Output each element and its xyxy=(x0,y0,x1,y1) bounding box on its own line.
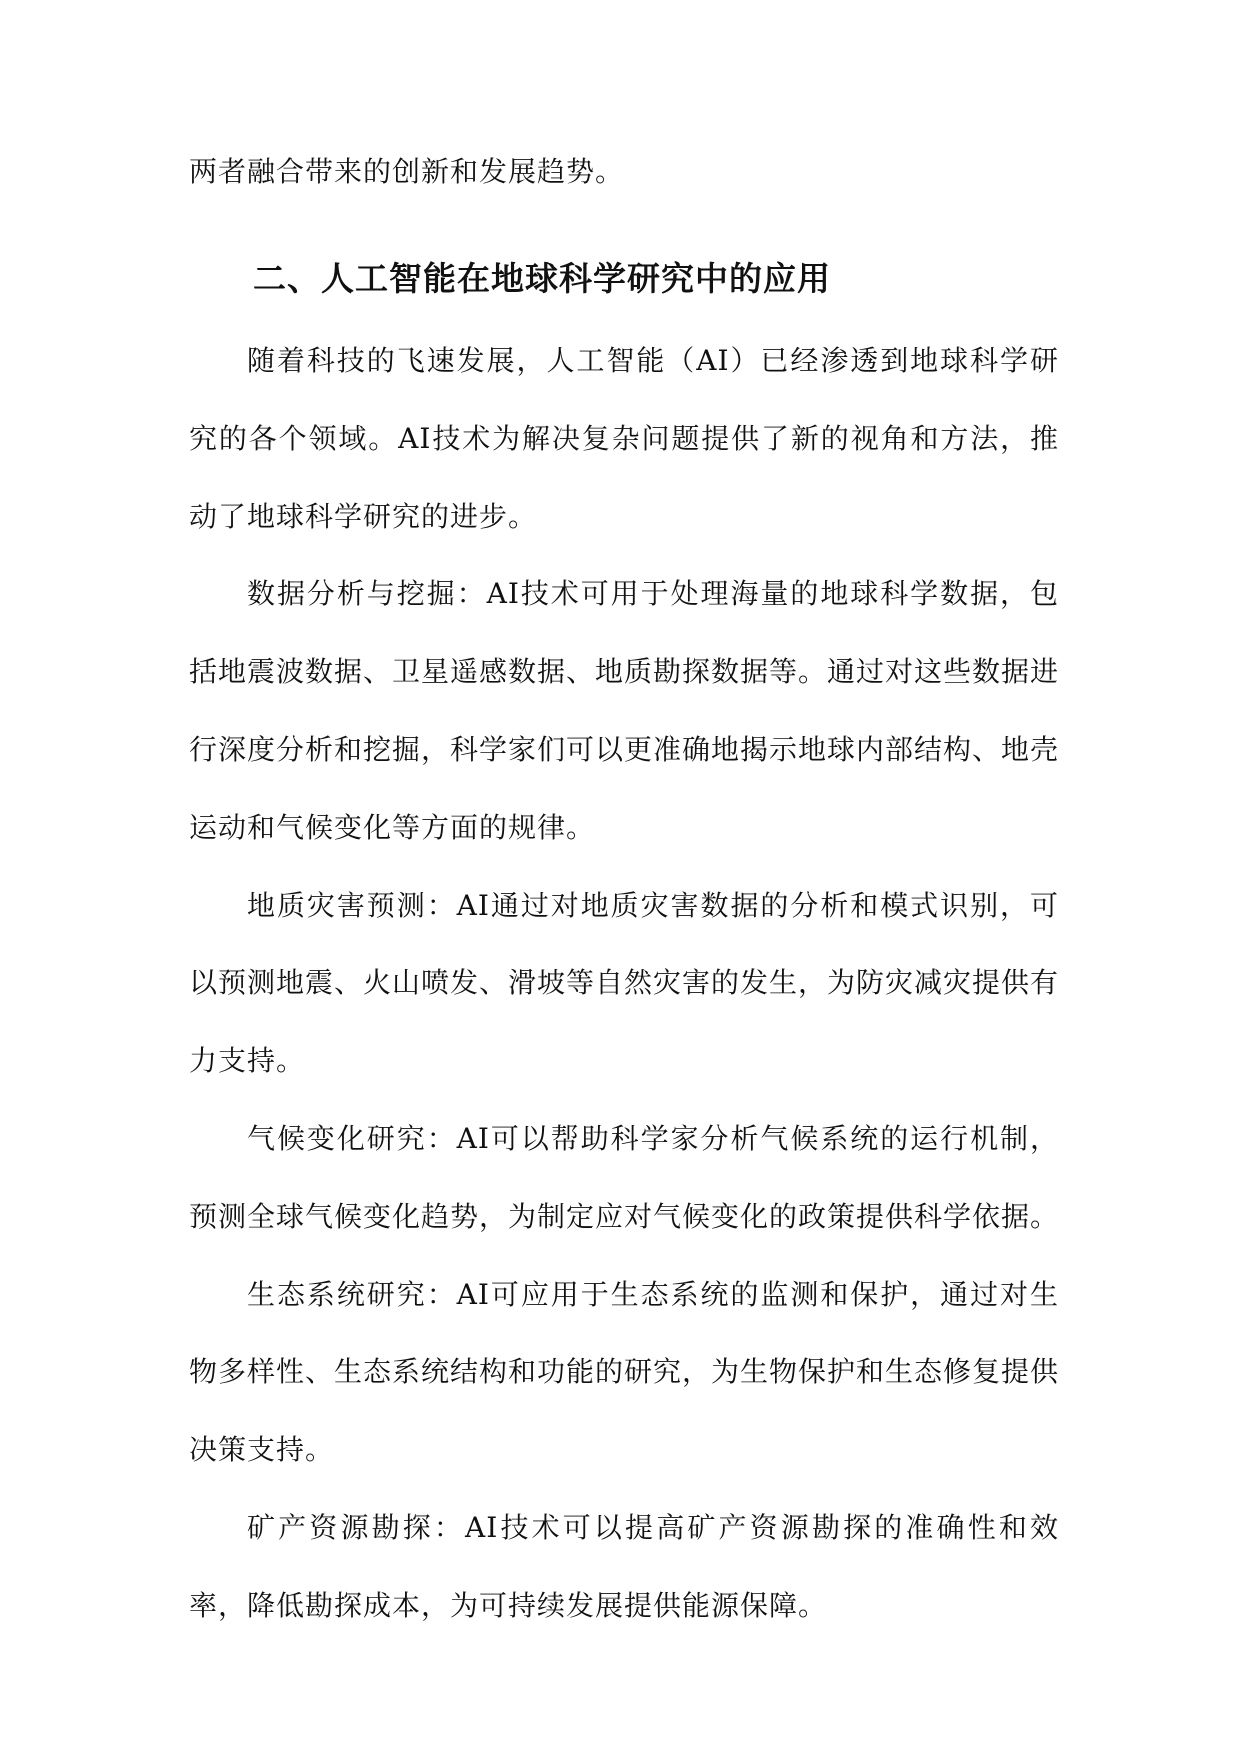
continuation-paragraph: 两者融合带来的创新和发展趋势。 xyxy=(189,155,625,188)
paragraph-climate-research: 气候变化研究：AI可以帮助科学家分析气候系统的运行机制，预测全球气候变化趋势，为制定应对气候变化的政策提供科学依据。 xyxy=(189,1121,1060,1233)
paragraph-mineral-exploration: 矿产资源勘探：AI技术可以提高矿产资源勘探的准确性和效率，降低勘探成本，为可持续发展提供能源保障。 xyxy=(189,1510,1059,1622)
section-heading: 二、人工智能在地球科学研究中的应用 xyxy=(253,259,831,298)
section-body xyxy=(189,322,1059,1645)
paragraph-ecosystem-research: 生态系统研究：AI可应用于生态系统的监测和保护，通过对生物多样性、生态系统结构和功能的研究，为生物保护和生态修复提供决策支持。 xyxy=(189,1277,1060,1467)
paragraph-intro: 随着科技的飞速发展，人工智能（AI）已经渗透到地球科学研究的各个领域。AI技术为解决复杂问题提供了新的视角和方法，推动了地球科学研究的进步。 xyxy=(189,344,1059,533)
paragraph-data-analysis: 数据分析与挖掘：AI技术可用于处理海量的地球科学数据，包括地震波数据、卫星遥感数据、地质勘探数据等。通过对这些数据进行深度分析和挖掘，科学家们可以更准确地揭示地球内部结构、地壳运动和气候变化等方面的规律。 xyxy=(189,577,1060,844)
paragraph-disaster-prediction: 地质灾害预测：AI通过对地质灾害数据的分析和模式识别，可以预测地震、火山喷发、滑坡等自然灾害的发生，为防灾减灾提供有力支持。 xyxy=(189,888,1060,1078)
